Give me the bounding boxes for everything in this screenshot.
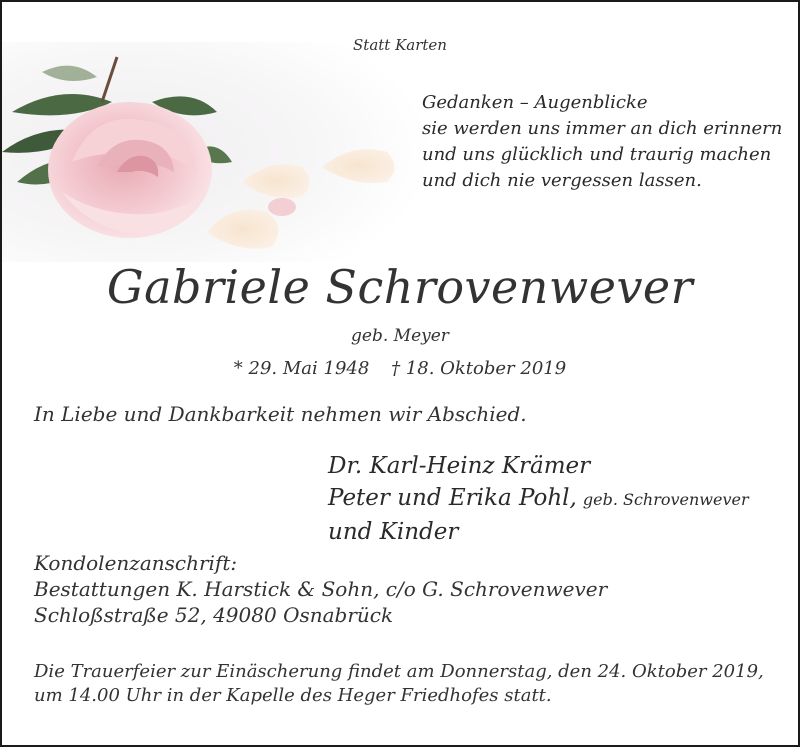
mourner-line: Dr. Karl-Heinz Krämer xyxy=(328,453,591,479)
poem xyxy=(422,90,782,194)
service-line: Die Trauerfeier zur Einäscherung findet am Donnerstag, den 24. Oktober 2019, xyxy=(34,661,764,682)
service-info xyxy=(34,660,764,708)
poem-line: sie werden uns immer an dich erinnern xyxy=(422,118,783,139)
poem-line: und dich nie vergessen lassen. xyxy=(422,170,702,191)
deceased-name: Gabriele Schrovenwever xyxy=(106,260,694,314)
birth-date: * 29. Mai 1948 xyxy=(233,358,370,379)
farewell-text: In Liebe und Dankbarkeit nehmen wir Abschied. xyxy=(34,402,527,426)
mourner-note: geb. Schrovenwever xyxy=(582,490,749,509)
mourners xyxy=(328,450,749,548)
rose-image xyxy=(2,42,432,262)
poem-line: Gedanken – Augenblicke xyxy=(422,92,648,113)
mourner-names: Peter und Erika Pohl, xyxy=(328,485,577,511)
maiden-name: geb. Meyer xyxy=(351,326,449,346)
condolence-line: Schloßstraße 52, 49080 Osnabrück xyxy=(34,603,394,627)
mourner-line xyxy=(328,482,749,516)
condolence-address xyxy=(34,550,607,628)
death-date: † 18. Oktober 2019 xyxy=(391,358,567,379)
service-line: um 14.00 Uhr in der Kapelle des Heger Friedhofes statt. xyxy=(34,685,552,706)
mourner-line: und Kinder xyxy=(328,519,459,545)
header-note: Statt Karten xyxy=(353,36,447,54)
poem-line: und uns glücklich und traurig machen xyxy=(422,144,772,165)
life-dates xyxy=(2,358,798,379)
condolence-line: Bestattungen K. Harstick & Sohn, c/o G. Schrovenwever xyxy=(34,577,608,601)
condolence-line: Kondolenzanschrift: xyxy=(34,551,238,575)
